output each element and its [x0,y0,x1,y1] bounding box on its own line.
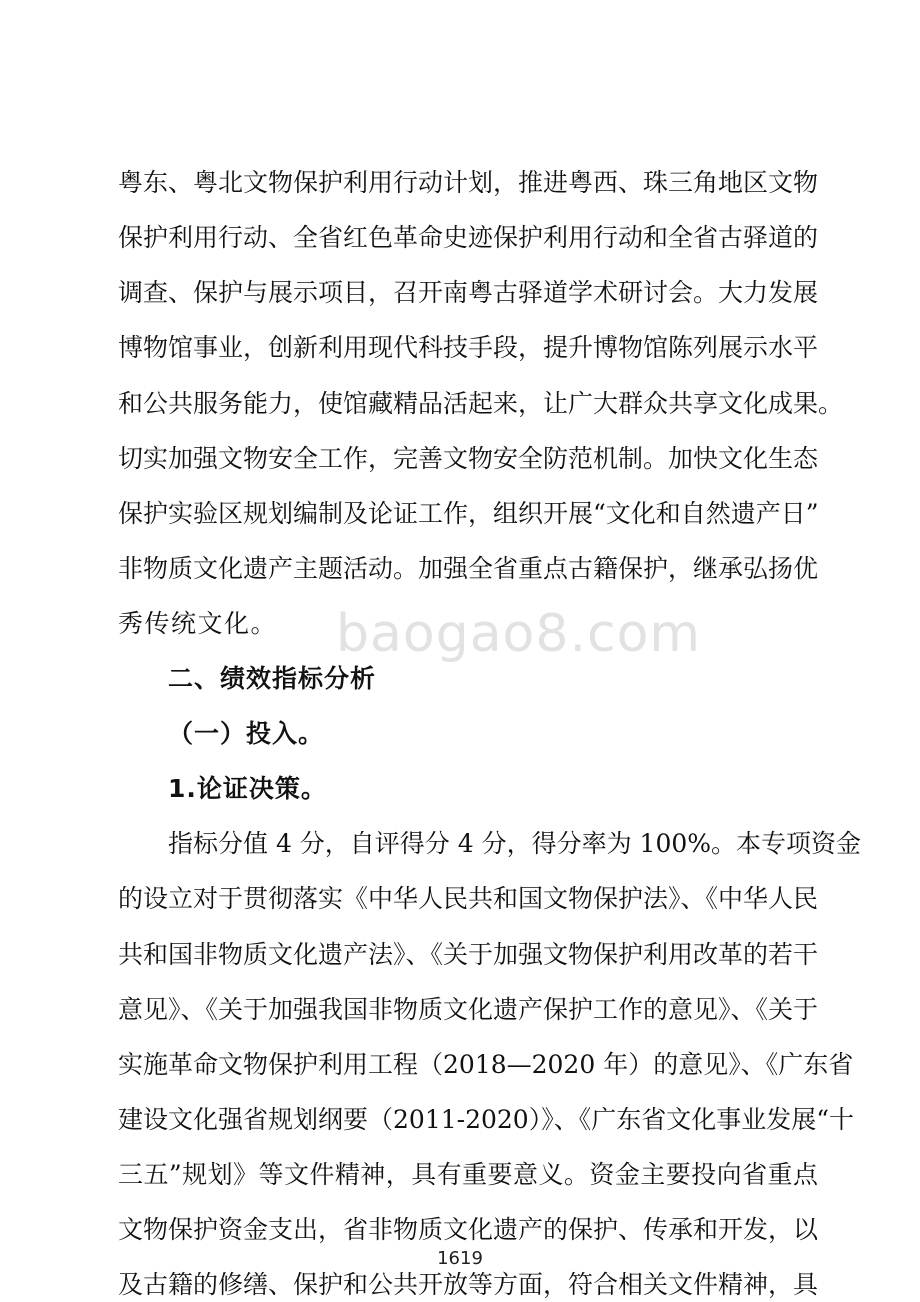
paragraph-line: 和公共服务能力，使馆藏精品活起来，让广大群众共享文化成果。 [118,389,844,418]
paragraph-line: 实施革命文物保护利用工程（2018—2020 年）的意见》、《广东省 [118,1050,854,1079]
paragraph-line: 的设立对于贯彻落实《中华人民共和国文物保护法》、《中华人民 [118,884,819,913]
paragraph-line: 意见》、《关于加强我国非物质文化遗产保护工作的意见》、《关于 [118,995,819,1024]
paragraph-line: 及古籍的修缮、保护和公共开放等方面，符合相关文件精神，具 [118,1270,819,1299]
page-number: 1619 [437,1248,483,1269]
paragraph-line: 建设文化强省规划纲要（2011-2020）》、《广东省文化事业发展“十 [118,1105,854,1134]
paragraph-line: 指标分值 4 分，自评得分 4 分，得分率为 100%。本专项资金 [168,829,862,858]
paragraph-line: 非物质文化遗产主题活动。加强全省重点古籍保护，继承弘扬优 [118,554,819,583]
watermark: baogao8.com [336,604,702,664]
paragraph-line: 文物保护资金支出，省非物质文化遗产的保护、传承和开发，以 [118,1215,819,1244]
paragraph-line: 保护实验区规划编制及论证工作，组织开展“文化和自然遗产日” [118,499,819,528]
paragraph-line: 共和国非物质文化遗产法》、《关于加强文物保护利用改革的若干 [118,940,819,969]
paragraph-line: 保护利用行动、全省红色革命史迹保护利用行动和全省古驿道的 [118,223,819,252]
paragraph-line: 秀传统文化。 [118,609,278,638]
paragraph-line: 粤东、粤北文物保护利用行动计划，推进粤西、珠三角地区文物 [118,168,819,197]
paragraph-line: 博物馆事业，创新利用现代科技手段，提升博物馆陈列展示水平 [118,333,819,362]
item-heading: 1.论证决策。 [168,774,327,803]
paragraph-line: 三五”规划》等文件精神，具有重要意义。资金主要投向省重点 [118,1160,818,1189]
subsection-heading: （一）投入。 [168,719,325,748]
paragraph-line: 调查、保护与展示项目，召开南粤古驿道学术研讨会。大力发展 [118,278,819,307]
paragraph-line: 切实加强文物安全工作，完善文物安全防范机制。加快文化生态 [118,444,819,473]
section-heading: 二、绩效指标分析 [168,664,377,693]
